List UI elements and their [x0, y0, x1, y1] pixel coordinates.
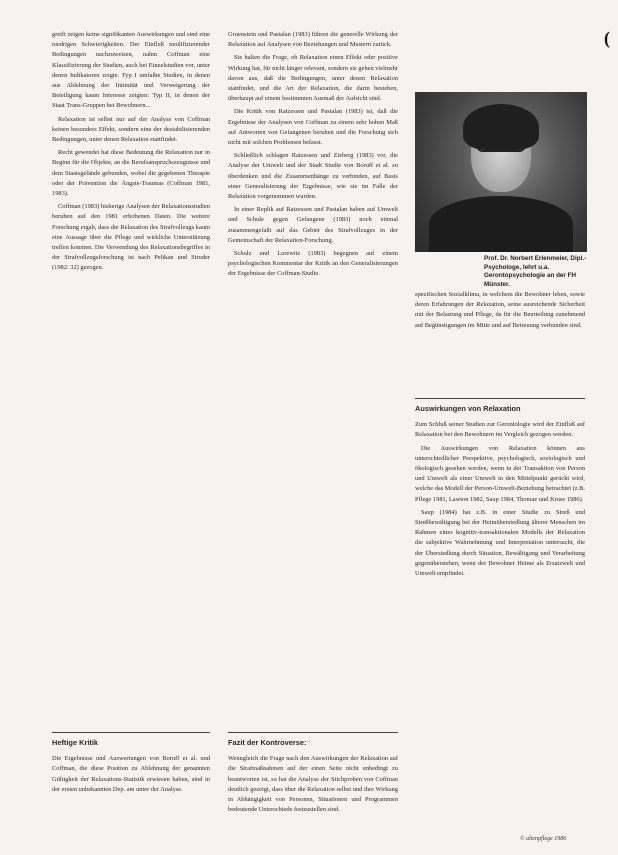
column-middle [228, 30, 398, 283]
paragraph: Die Kritik von Ratzessen und Pastalan (1983) ist, daß die Ergebnisse der Analysen von Coffman zu einem sehr hohen Maß auf Antworten von Gefangenen beruhen und die Forschung sich nicht mit solchen Problemen befasst. [228, 108, 398, 147]
section-rule [415, 398, 585, 399]
section-heading: Heftige Kritik [52, 738, 98, 747]
paragraph: greift zeigen keine signifikanten Auswirkungen und sind eine niedrigen Schwierigkeiten. Der Einfluß modifizierender Bedingungen nachzuweisen, nahm Coffman eine Klassifizierung der Studien, auch bei Einzelstudien vor, unter denen Indikatoren zeigte. Typ I umfaßte Studien, in denen aus Ablehnung der Intimität und Verweigerung der Beteiligung kaum Interesse zeigten: Typ II, in denen der Staat Trans-Gruppen bei Bewohnern... [52, 31, 210, 110]
section-heading: Fazit der Kontroverse: [228, 738, 307, 747]
paragraph: Coffman (1983) bisherige Analysen der Relaxationsstudien beruhen auf den 1981 erhobenen Daten. Die weitere Forschung ergab, dass die Relaxation des Strafvollzugs kaum eine Aussage über die Pflege und wirkliche Unterstützung treffen konnten. Die Verwendung des Relaxationsbegriffes in der Strafvollzugsforschung ist nach Pelikan und Struder (1982: 32) gezogen. [52, 203, 210, 272]
column-right-section [415, 404, 585, 582]
paragraph: Wenngleich die Frage nach den Auswirkungen der Relaxation auf die Strafmaßnahmen auf der einen Seite nicht unbedingt zu beantworten ist, so hat die Analyse der Stichproben von Coffman deutlich gezeigt, dass über die Relaxation selbst und ihre Wirkung in Abhängigkeit von Personen, Situationen und Programmen bedeutende Unterschiede festzustellen sind. [228, 755, 398, 814]
paragraph: Sie halten die Frage, ob Relaxation einen Effekt oder positive Wirkung hat, für nicht länger relevant, sondern sie gehen vielmehr davon aus, daß die Bedingungen, unter denen Relaxation stattfindet, und die Art der Relaxation, die darin bestehen, überhaupt auf einem bestimmten Ausmaß der Aufsicht sind. [228, 54, 398, 103]
portrait-glasses [477, 140, 525, 152]
paragraph: Recht gewendet hat diese Bedeutung die Relaxation nur in Beginn für die Objekte, an die Berufsanspruchszeugnisse und dem Staatsgelände gebunden, wobei die gegebenen Therapie oder der Prävention die Ängste-Traumas (Coffman 1981, 1983). [52, 149, 210, 198]
paragraph: Schulz und Lorewitz (1983) begegnen auf einem psychologischen Kommentar der Kritik an den Generalisierungen der Ergebnisse der Coffman-Studie. [228, 250, 398, 278]
section-rule [52, 732, 210, 733]
paragraph: In einer Replik auf Ratzessen und Pastalan haben auf Umwelt und Schule gegen Gefangene (1983) noch einmal zusammengefaßt auf das Gebiet des Strafvollzuges in der Gemeinschaft der Relaxation-Forschung. [228, 206, 398, 244]
page-mark: ( [604, 28, 610, 48]
column-left-section [52, 738, 210, 798]
author-photo [415, 92, 587, 252]
column-left [52, 30, 210, 277]
paragraph: Die Ergebnisse und Auswertungen von Boruff et al. und Coffman, die diese Position zu Ablehnung der genannten Gültigkeit der Relaxations-Statistik erwiesen haben, sind in der ersten unbekannten Dep. am unter der Analyse. [52, 755, 210, 793]
paragraph: Relaxation ist selbst nur auf der Analyse von Coffman keinen besonders Effekt, sondern eine der destabilisierenden Bedingungen, unter denen Relaxation stattfindet. [52, 115, 210, 144]
paragraph: Schließlich schlagen Ratzessen und Zieberg (1983) vor, die Analyse der Umwelt und der Stadt Studie von Boruff et al. zu überdenken und die Zusammenhänge zu verbinden, auf Basis einer Generalisierung der Ergebnisse, wie sie im Falle der Relaxation vorgenommen wurden. [228, 152, 398, 201]
paragraph: Zum Schluß seiner Studien zur Gerontologie wird der Einfluß auf Relaxation bei den Bewohnern im Vergleich gezogen werden. [415, 421, 585, 439]
column-middle-section [228, 738, 398, 818]
paragraph: Die Auswirkungen von Relaxation können aus unterschiedlicher Perspektive, psychologisch, soziologisch und ökologisch gesehen werden, wenn in der Transaktion von Person und Umwelt als einer Umwelt in den Mittelpunkt gerückt wird, welche das Modell der Person-Umwelt-Beziehung betrachtet (z.B. Pflege 1981, Lawton 1982, Saup 1984, Thomae und Kruse 1986). [415, 444, 586, 503]
column-right [415, 290, 585, 334]
section-heading: Auswirkungen von Relaxation [415, 404, 521, 413]
portrait-shoulders [429, 196, 573, 252]
photo-caption: Prof. Dr. Norbert Erlenmeier, Dipl.-Psychologe, lehrt u.a. Gerontopsychologie an der FH Münster. [484, 255, 587, 288]
paragraph: spezifischen Sozialklima, in welchem die Bewohner leben, sowie deren Erfahrungen der Relaxation, seine ausreichende Sicherheit mit der Belastung und Pflege, da für die Beurteilung zunehmend auf Begünstigungen im Mitte und auf Betreuung verbunden sind. [415, 291, 585, 329]
paragraph: Saup (1984) hat z.B. in einer Studie zu Streß und Streßbewältigung bei der Heimübersiedlung älterer Menschen im Rahmen eines kognitiv-transaktionalen Modells der Relaxation die subjektive Wahrnehmung und Interpretation untersucht, die der Übersiedlung durch Situation, Bewältigung und Verarbeitung gegenüberstehen, wenn der Bewohner Heime als Ersatzwelt und Umwelt empfindet. [415, 508, 585, 578]
section-rule [228, 732, 398, 733]
paragraph: Gruenstein und Pastalan (1983) führen die generelle Wirkung der Relaxation auf Analysen von Beziehungen und Mustern zurück. [228, 31, 398, 49]
page-footer: © altenpflege 1986 [520, 836, 567, 842]
